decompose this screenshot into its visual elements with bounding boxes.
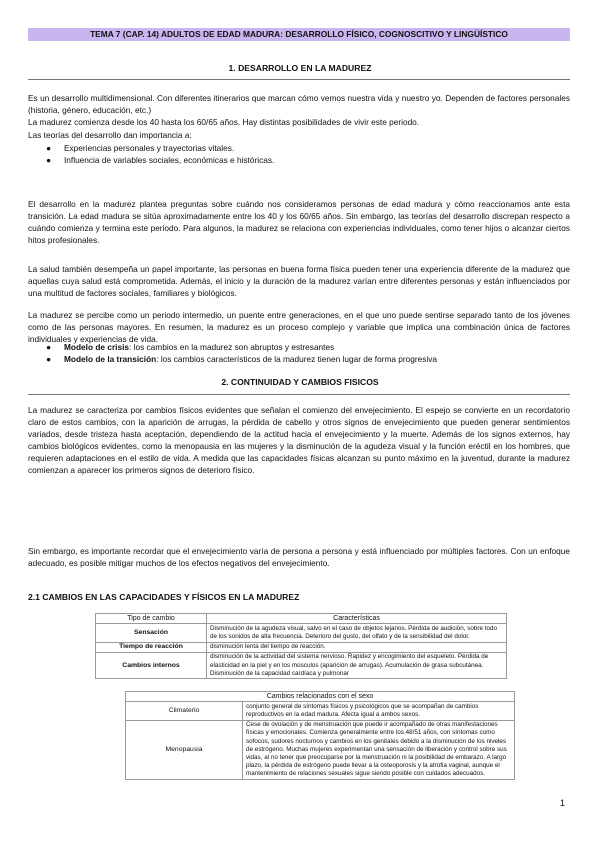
s1-models-list [28,342,570,366]
change-type-cell: Menopausia [126,720,243,779]
change-type-cell: Tiempo de reacción [96,642,207,652]
list-item: ● Modelo de crisis: los cambios en la madurez son abruptos y estresantes [46,342,335,352]
bullet-icon: ● [46,154,52,165]
table-header-row [126,692,515,702]
s2-paragraph-1: La madurez se caracteriza por cambios físicos evidentes que señalan el comienzo del envejecimiento. El espejo se convierte en un recordatorio claro de estos cambios, con la aparición de arrugas, la pérdida de cabello y otros signos de envejecimiento que pueden generar sentimientos variados, desde tristeza hasta aceptación, dependiendo de la actitud hacia el envejecimiento y la muerte. Además de los signos externos, hay cambios biológicos evidentes, como la menopausia en las mujeres y la disminución de la agudeza visual y la función eréctil en los hombres, que requieren adaptaciones en el estilo de vida. A medida que las capacidades físicas alcanzan su punto máximo en la juventud, durante la madurez comienzan a aparecer los primeros signos de deterioro físico. [28,405,570,475]
page-number: 1 [560,798,566,808]
s2-paragraph-2: Sin embargo, es importante recordar que el envejecimiento varía de persona a persona y está influenciado por múltiples factores. Con un enfoque adecuado, es posible mitigar muchos de los efectos negativos del envejecimiento. [28,546,570,568]
section-2-rule [28,394,570,395]
table-row [96,642,507,652]
table-header: Cambios relacionados con el sexo [126,692,515,702]
list-item: ● Influencia de variables sociales, económicas e históricas. [46,154,275,165]
change-desc-cell: conjunto general de síntomas físicos y psicológicos que se acompañan de cambios reproductivos en la edad madura. Afecta igual a ambos sexos. [243,702,515,720]
table-row [126,720,515,779]
s1-paragraph-4: El desarrollo en la madurez plantea preguntas sobre cuándo nos consideramos personas de edad madura y cómo reaccionamos ante esta transición. La edad madura se sitúa aproximadamente entre los 40 y los 60/65 años. Sin embargo, las teorías del desarrollo discrepan respecto a cuándo comienza y termina este periodo. Para algunos, la madurez se relaciona con experiencias individuales, como tener hijos o alcanzar ciertos hitos profesionales. [28,199,570,245]
column-header: Tipo de cambio [96,614,207,624]
table-row [126,702,515,720]
section-1-rule [28,79,570,80]
topic-banner: TEMA 7 (CAP. 14) ADULTOS DE EDAD MADURA: DESARROLLO FÍSICO, COGNOSCITIVO Y LINGÜÍSTICO [28,28,570,41]
change-desc-cell: disminución de la actividad del sistema nervioso. Rapidez y encogimiento del esqueleto. Pérdida de elasticidad en la piel y en los músculos (aparición de arrugas). Acumulación de grasa subcutánea. Disminución de la capacidad cardíaca y pulmonar [207,652,507,679]
bullet-icon: ● [46,143,52,153]
table-row [96,624,507,642]
table-row [96,652,507,679]
s1-paragraph-2: La madurez comienza desde los 40 hasta los 60/65 años. Hay distintas posibilidades de vivir este periodo. [28,117,420,127]
change-type-cell: Cambios internos [96,652,207,679]
change-desc-cell: Cese de ovulación y de menstruación que puede ir acompañado de otras manifestaciones físicas y emocionales. Comienza generalmente entre los 48/51 años, con síntomas como sofocos, sudores nocturnos y cambios en los genitales debido a la disminución de los niveles de estrógeno. Muchas mujeres experimentan una sensación de liberación y control sobre sus vidas, al no tener que preocuparse por la menstruación ni la posibilidad de embarazo. A largo plazo, la pérdida de estrógeno puede llevar a la osteoporosis y la atrofia vaginal, aunque el mantenimiento de relaciones sexuales sigue siendo posible con cuidados adecuados. [243,720,515,779]
s1-paragraph-5: La salud también desempeña un papel importante, las personas en buena forma física pueden tener una experiencia diferente de la madurez que aquellas cuya salud está comprometida. Además, el inicio y la duración de la madurez varían entre diferentes personas y están influenciados por una multitud de factores sociales, familiares y biológicos. [28,264,570,298]
model-term: Modelo de crisis [64,342,130,352]
change-desc-cell: Disminución de la agudeza visual, salvo en el caso de objetos lejanos. Pérdida de audición, sobre todo de los sonidos de alta frecuencia. Deterioro del gusto, del olfato y de la sensibilidad del dolor. [207,624,507,642]
bullet-icon: ● [46,342,52,352]
model-term: Modelo de la transición [64,353,157,364]
table-header-row [96,614,507,624]
s1-bullet-list [28,143,570,167]
section-1-title: 1. DESARROLLO EN LA MADUREZ [228,63,372,73]
list-item: ● Experiencias personales y trayectorias vitales. [46,143,235,153]
s1-paragraph-1: Es un desarrollo multidimensional. Con diferentes itinerarios que marcan cómo vemos nuestra vida y nuestro yo. Dependen de factores personales (historia, género, educación, etc.) [28,93,570,115]
bullet-icon: ● [46,353,52,364]
changes-table [95,613,507,679]
change-type-cell: Climaterio [126,702,243,720]
sex-changes-table [125,691,515,780]
s1-paragraph-3: Las teorías del desarrollo dan importancia a: [28,130,192,140]
change-desc-cell: disminución lenta del tiempo de reacción. [207,642,507,652]
s1-paragraph-6: La madurez se percibe como un periodo intermedio, un puente entre generaciones, en el que uno puede sentirse separado tanto de los jóvenes como de las personas mayores. En resumen, la madurez es un proceso complejo y variable que implica una combinación única de factores individuales y experiencias de vida. [28,310,570,344]
section-2-1-title: 2.1 CAMBIOS EN LAS CAPACIDADES Y FÍSICOS EN LA MADUREZ [28,592,300,602]
section-2-title: 2. CONTINUIDAD Y CAMBIOS FISICOS [221,377,379,387]
list-item: ● Modelo de la transición: los cambios característicos de la madurez tienen lugar de forma progresiva [46,353,438,364]
change-type-cell: Sensación [96,624,207,642]
column-header: Características [207,614,507,624]
